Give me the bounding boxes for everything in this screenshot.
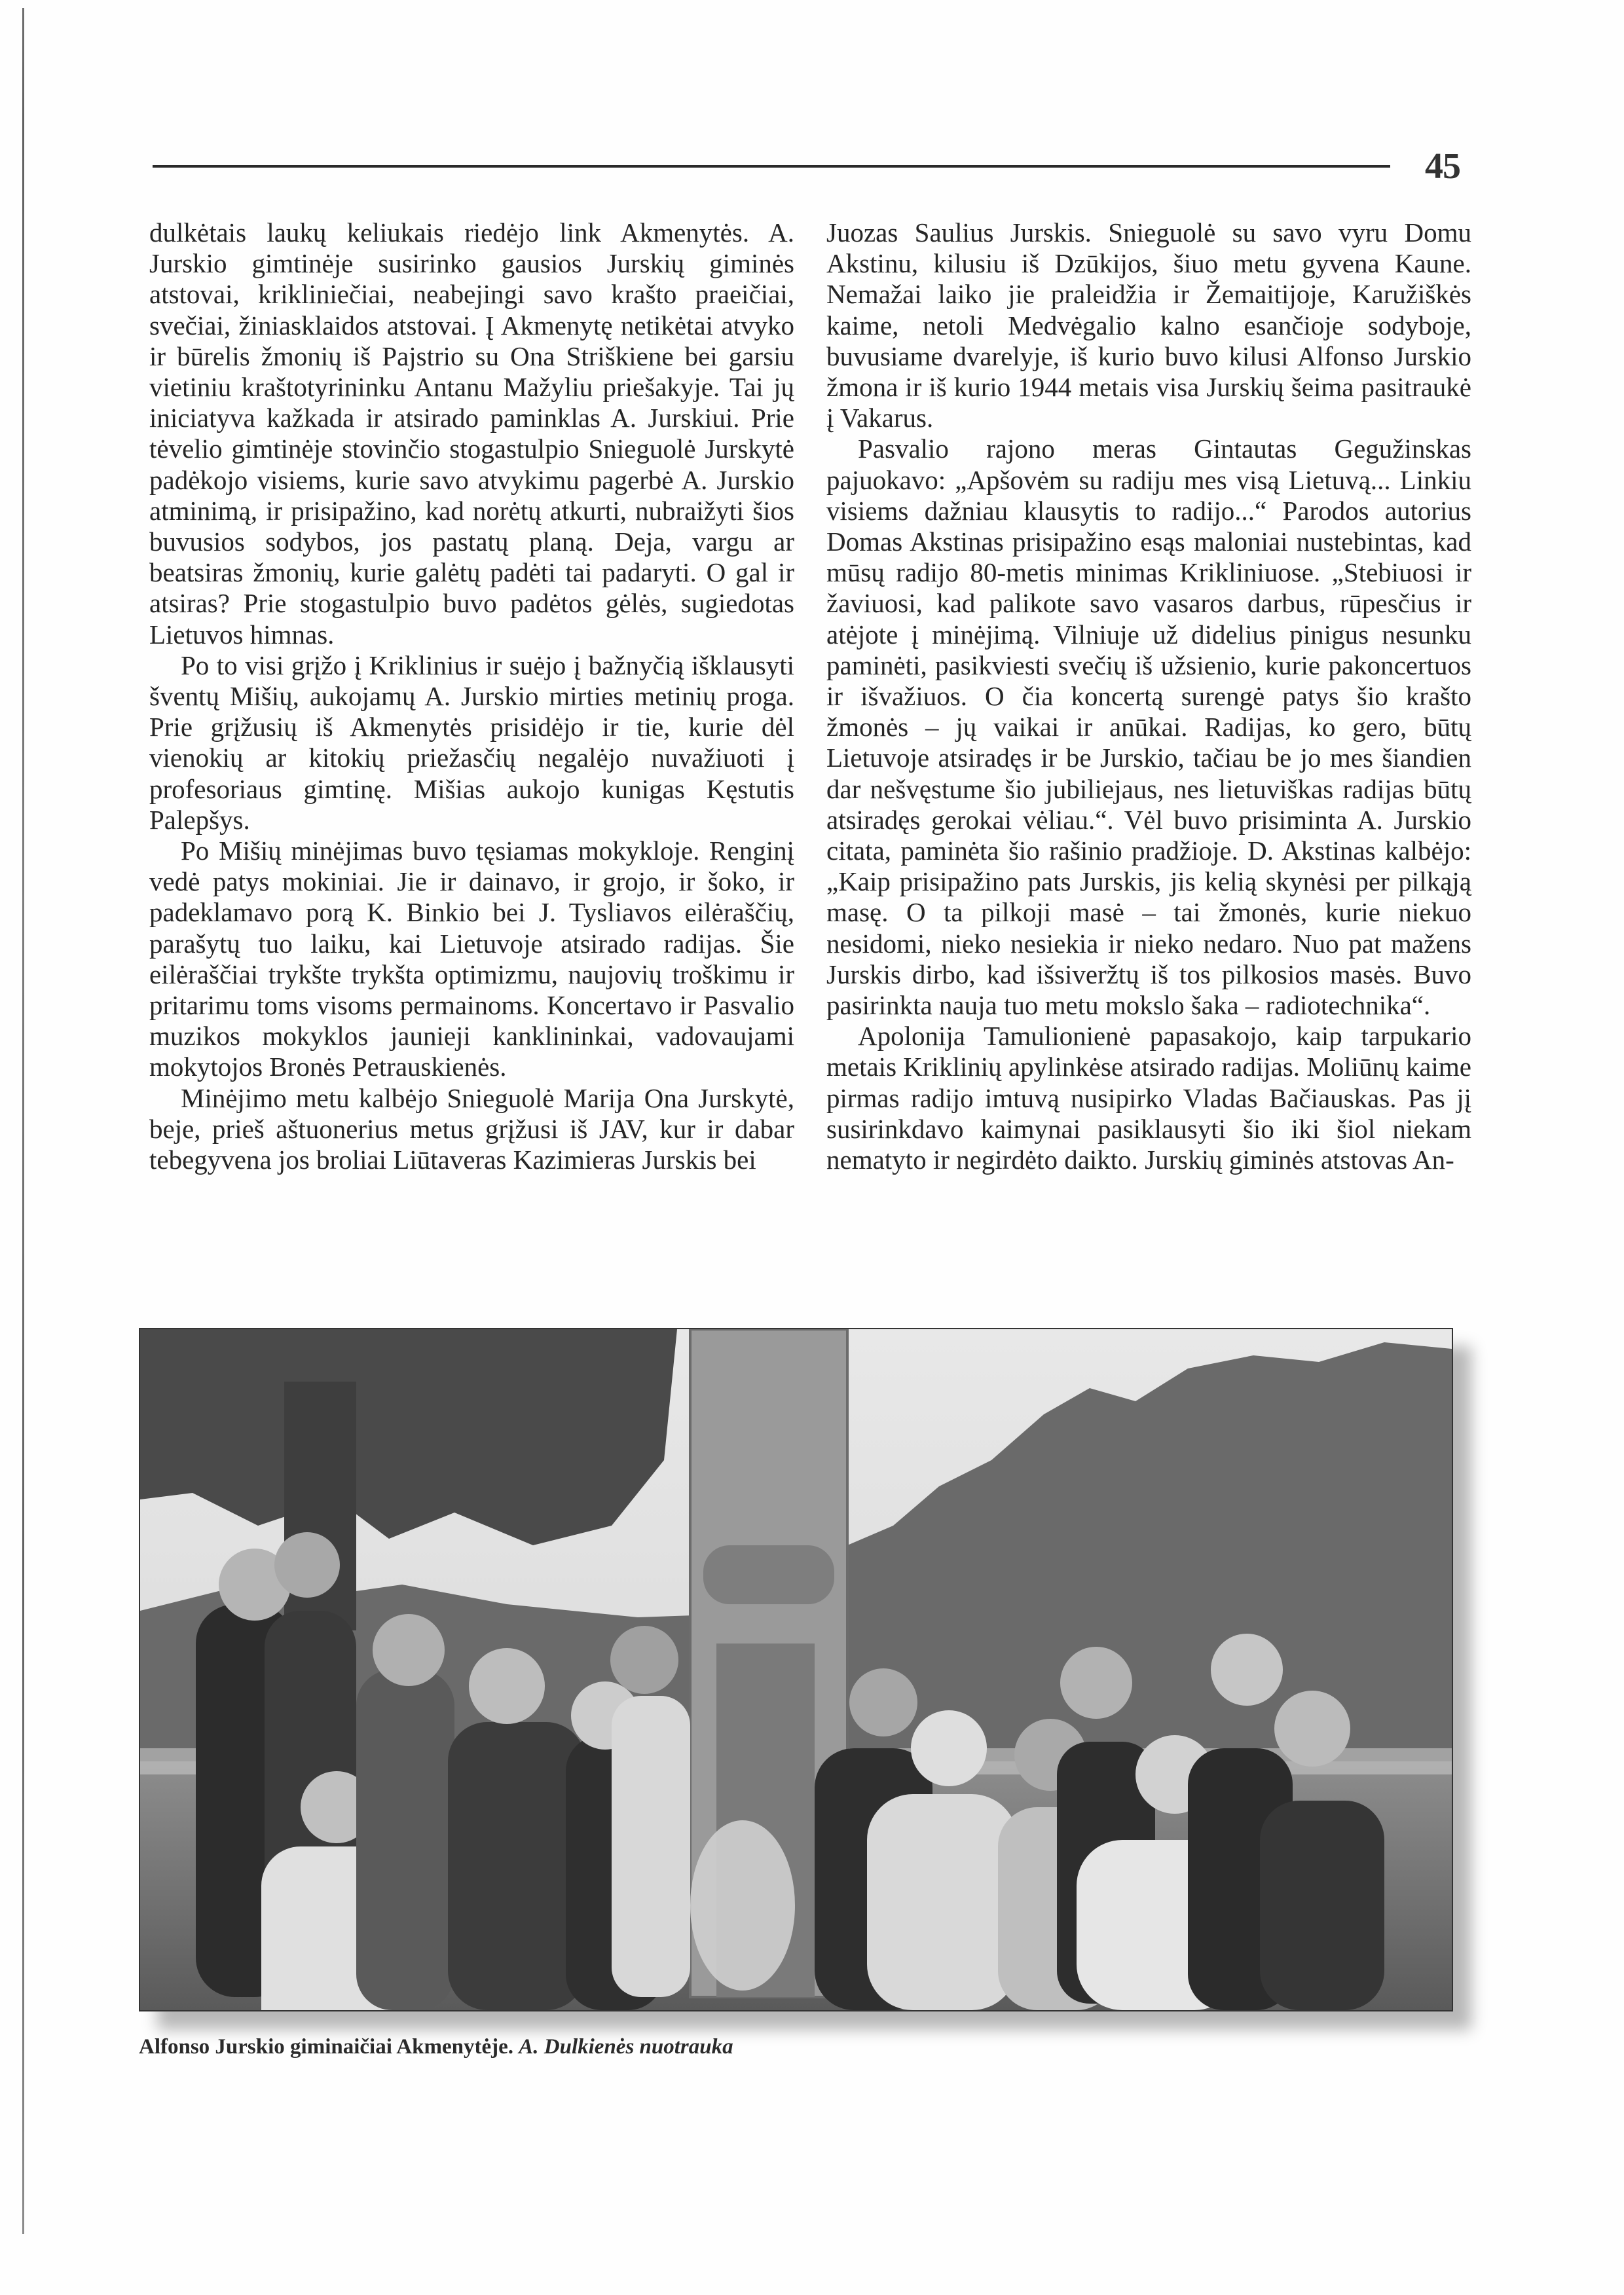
scan-edge-line bbox=[22, 8, 24, 2234]
left-column bbox=[149, 217, 794, 1175]
paragraph: Juozas Saulius Jurskis. Snieguolė su savo vyru Domu Akstinu, kilusiu iš Dzūkijos, šiuo metu gyvena Kaune. Nemažai laiko jie praleidžia ir Žemaitijoje, Karužiškės kaime, netoli Medvėgalio kalno esančioje sodyboje, buvusiame dvarelyje, iš kurio buvo kilusi Alfonso Jurskio žmona ir iš kurio 1944 metais visa Jurskių šeima pasitraukė į Vakarus. bbox=[826, 217, 1471, 433]
header-rule bbox=[153, 165, 1390, 168]
paragraph: Apolonija Tamulionienė papasakojo, kaip tarpukario metais Kriklinių apylinkėse atsirado radijas. Moliūnų kaime pirmas radijo imtuvą nusipirko Vladas Bačiauskas. Pas jį susirinkdavo kaimynai pasiklausyti šio iki šiol niekam nematyto ir negirdėto daikto. Jurskių giminės atstovas An- bbox=[826, 1021, 1471, 1175]
paragraph: Pasvalio rajono meras Gintautas Gegužinskas pajuokavo: „Apšovėm su radiju mes visą Lietuvą... Linkiu visiems dažniau klausytis to radijo...“ Parodos autorius Domas Akstinas prisipažino esąs maloniai nustebintas, kad mūsų radijo 80-metis minimas Krikliniuose. „Stebiuosi ir žaviuosi, kad palikote savo vasaros darbus, rūpesčius ir atėjote į minėjimą. Vilniuje už didelius pinigus nesunku paminėti, pasikviesti svečių iš užsienio, kurie pakoncertuos ir išvažiuos. O čia koncertą surengė patys šio krašto žmonės – jų vaikai ir anūkai. Radijas, ko gero, būtų Lietuvoje atsiradęs ir be Jurskio, tačiau be jo mes šiandien dar nešvęstume šio jubiliejaus, nes lietuviškas radijas būtų atsiradęs gerokai vėliau.“. Vėl buvo prisiminta A. Jurskio citata, paminėta šio rašinio pradžioje. D. Akstinas kalbėjo: „Kaip prisipažino pats Jurskis, jis kelią skynėsi per pilkąją masę. O ta pilkoji masė – tai žmonės, kurie niekuo nesidomi, nieko nesiekia ir nieko nedaro. Nuo pat mažens Jurskis dirbo, kad išsiveržtų iš tos pilkosios masės. Buvo pasirinkta nauja tuo metu mokslo šaka – radiotechnika“. bbox=[826, 433, 1471, 1021]
group-photo bbox=[139, 1328, 1453, 2011]
right-column bbox=[826, 217, 1471, 1175]
caption-title: Alfonso Jurskio giminaičiai Akmenytėje. bbox=[139, 2035, 514, 2059]
paragraph: Minėjimo metu kalbėjo Snieguolė Marija Ona Jurskytė, beje, prieš aštuonerius metus grįžusi iš JAV, kur ir dabar tebegyvena jos broliai Liūtaveras Kazimieras Jurskis bei bbox=[149, 1082, 794, 1175]
flower-bouquet bbox=[690, 1820, 795, 1991]
photo-caption bbox=[139, 2035, 733, 2059]
monument-scroll bbox=[703, 1545, 834, 1604]
caption-credit: A. Dulkienės nuotrauka bbox=[519, 2035, 733, 2059]
paragraph: Po to visi grįžo į Kriklinius ir suėjo į bažnyčią išklausyti šventų Mišių, aukojamų A. Jurskio mirties metinių proga. Prie grįžusių iš Akmenytės prisidėjo ir tie, kurie dėl vienokių ar kitokių priežasčių negalėjo nuvažiuoti į profesoriaus gimtinę. Mišias aukojo kunigas Kęstutis Palepšys. bbox=[149, 650, 794, 835]
paragraph: Po Mišių minėjimas buvo tęsiamas mokykloje. Renginį vedė patys mokiniai. Jie ir dainavo, ir grojo, ir šoko, ir padeklamavo porą K. Binkio bei J. Tysliavos eilėraščių, parašytų tuo laiku, kai Lietuvoje atsirado radijas. Šie eilėraščiai trykšte trykšta optimizmu, naujovių troškimu ir pritarimu toms visoms permainoms. Koncertavo ir Pasvalio muzikos mokyklos jaunieji kanklininkai, vadovaujami mokytojos Bronės Petrauskienės. bbox=[149, 835, 794, 1082]
group-photo-image bbox=[140, 1329, 1452, 2010]
paragraph: dulkėtais laukų keliukais riedėjo link Akmenytės. A. Jurskio gimtinėje susirinko gausios Jurskių giminės atstovai, krikliniečiai, neabejingi savo krašto praeičiai, svečiai, žiniasklaidos atstovai. Į Akmenytę netikėtai atvyko ir būrelis žmonių iš Pajstrio su Ona Striškiene bei garsiu vietiniu kraštotyrininku Antanu Mažyliu priešakyje. Tai jų iniciatyva kažkada ir atsirado paminklas A. Jurskiui. Prie tėvelio gimtinėje stovinčio stogastulpio Snieguolė Jurskytė padėkojo visiems, kurie savo atvykimu pagerbė A. Jurskio atminimą, ir prisipažino, kad norėtų atkurti, nubraižyti šios buvusios sodybos, jos pastatų planą. Deja, vargu ar beatsiras žmonių, kurie galėtų padėti tai padaryti. O gal ir atsiras? Prie stogastulpio buvo padėtos gėlės, sugiedotas Lietuvos himnas. bbox=[149, 217, 794, 650]
page-number: 45 bbox=[1425, 146, 1460, 187]
